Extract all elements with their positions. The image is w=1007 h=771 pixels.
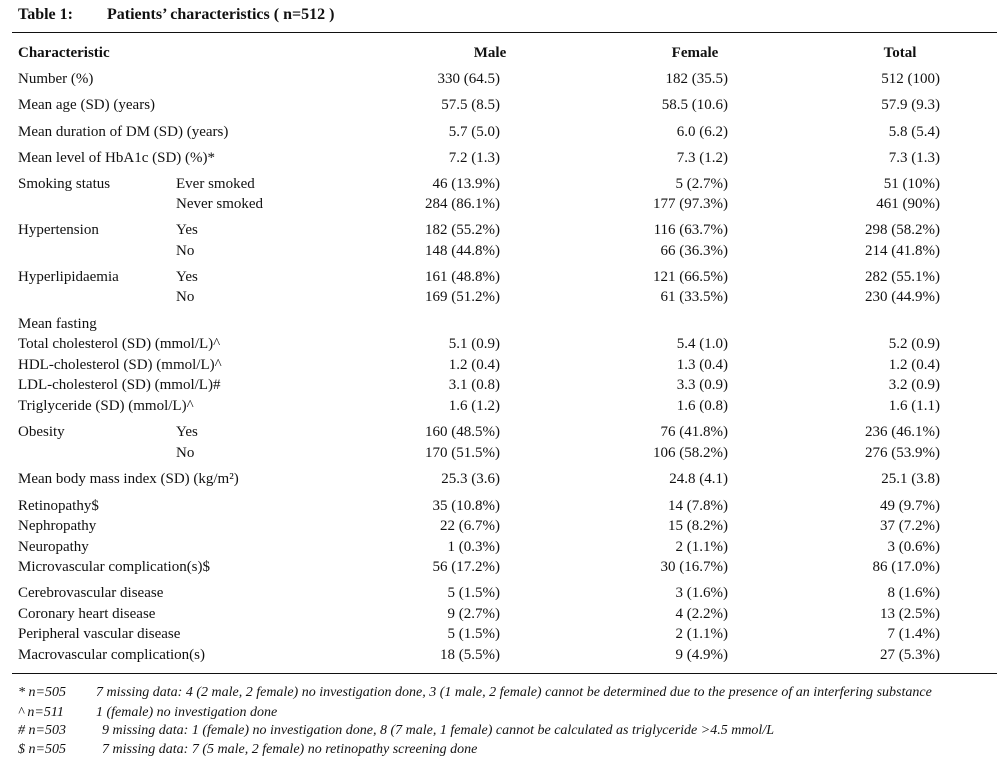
table-row	[0, 469, 1007, 489]
row-sublabel: Yes	[176, 424, 198, 440]
header-total: Total	[883, 45, 917, 61]
table-number: Table 1:	[18, 6, 73, 23]
table-row	[0, 220, 1007, 240]
table-row	[0, 516, 1007, 536]
female-value: 14 (7.8%)	[668, 498, 728, 514]
footnote-key: # n=503	[18, 723, 66, 738]
row-label: Smoking status	[18, 176, 111, 192]
table-row	[0, 287, 1007, 307]
header-male: Male	[473, 45, 507, 61]
table-row	[0, 604, 1007, 624]
female-value: 106 (58.2%)	[653, 445, 728, 461]
header-female: Female	[671, 45, 719, 61]
row-label: Mean age (SD) (years)	[18, 97, 156, 113]
total-value: 57.9 (9.3)	[881, 97, 940, 113]
header-row	[0, 43, 1007, 63]
female-value: 3 (1.6%)	[675, 585, 728, 601]
row-label: Mean level of HbA1c (SD) (%)*	[18, 150, 216, 166]
male-value: 169 (51.2%)	[425, 289, 500, 305]
male-value: 330 (64.5)	[437, 71, 500, 87]
table-row	[0, 557, 1007, 577]
male-value: 5.7 (5.0)	[448, 124, 500, 140]
male-value: 25.3 (3.6)	[441, 471, 500, 487]
total-value: 5.2 (0.9)	[888, 336, 940, 352]
total-value: 214 (41.8%)	[865, 243, 940, 259]
table-row	[0, 314, 1007, 334]
total-value: 1.6 (1.1)	[888, 398, 940, 414]
male-value: 5 (1.5%)	[447, 585, 500, 601]
table-row	[0, 267, 1007, 287]
female-value: 5.4 (1.0)	[676, 336, 728, 352]
total-value: 27 (5.3%)	[880, 647, 940, 663]
table-row	[0, 148, 1007, 168]
row-sublabel: Never smoked	[176, 196, 264, 212]
row-label: Hypertension	[18, 222, 99, 238]
female-value: 61 (33.5%)	[660, 289, 728, 305]
total-value: 1.2 (0.4)	[888, 357, 940, 373]
male-value: 1 (0.3%)	[447, 539, 500, 555]
female-value: 5 (2.7%)	[675, 176, 728, 192]
female-value: 24.8 (4.1)	[669, 471, 728, 487]
total-value: 298 (58.2%)	[865, 222, 940, 238]
female-value: 4 (2.2%)	[675, 606, 728, 622]
male-value: 18 (5.5%)	[440, 647, 500, 663]
row-sublabel: Ever smoked	[176, 176, 255, 192]
row-label: Mean body mass index (SD) (kg/m²)	[18, 471, 239, 487]
male-value: 182 (55.2%)	[425, 222, 500, 238]
table-row	[0, 537, 1007, 557]
total-value: 49 (9.7%)	[880, 498, 940, 514]
header-characteristic: Characteristic	[18, 45, 110, 61]
bottom-rule	[12, 673, 997, 674]
total-value: 86 (17.0%)	[872, 559, 940, 575]
table-row	[0, 496, 1007, 516]
row-label: Macrovascular complication(s)	[18, 647, 206, 663]
male-value: 35 (10.8%)	[432, 498, 500, 514]
table-row	[0, 334, 1007, 354]
row-label: Mean duration of DM (SD) (years)	[18, 124, 229, 140]
row-sublabel: No	[176, 445, 195, 461]
total-value: 51 (10%)	[883, 176, 940, 192]
male-value: 5 (1.5%)	[447, 626, 500, 642]
female-value: 66 (36.3%)	[660, 243, 728, 259]
male-value: 1.2 (0.4)	[448, 357, 500, 373]
table-row	[0, 443, 1007, 463]
female-value: 121 (66.5%)	[653, 269, 728, 285]
row-label: HDL-cholesterol (SD) (mmol/L)^	[18, 357, 222, 373]
total-value: 461 (90%)	[876, 196, 940, 212]
table-row	[0, 194, 1007, 214]
row-sublabel: No	[176, 289, 195, 305]
table-row	[0, 624, 1007, 644]
footnote	[0, 704, 1007, 722]
male-value: 46 (13.9%)	[432, 176, 500, 192]
footnote-text: 7 missing data: 7 (5 male, 2 female) no retinopathy screening done	[102, 742, 478, 757]
male-value: 148 (44.8%)	[425, 243, 500, 259]
total-value: 25.1 (3.8)	[881, 471, 940, 487]
table-row	[0, 241, 1007, 261]
male-value: 22 (6.7%)	[440, 518, 500, 534]
female-value: 58.5 (10.6)	[661, 97, 728, 113]
male-value: 5.1 (0.9)	[448, 336, 500, 352]
row-label: Total cholesterol (SD) (mmol/L)^	[18, 336, 221, 352]
row-label: Obesity	[18, 424, 65, 440]
row-label: Microvascular complication(s)$	[18, 559, 211, 575]
footnote-text: 1 (female) no investigation done	[96, 705, 278, 720]
female-value: 116 (63.7%)	[653, 222, 728, 238]
footnote-text: 7 missing data: 4 (2 male, 2 female) no investigation done, 3 (1 male, 2 female) cannot be determined due to the presence of an interfering substance	[96, 685, 932, 700]
row-label: Hyperlipidaemia	[18, 269, 119, 285]
row-label: Coronary heart disease	[18, 606, 156, 622]
total-value: 7.3 (1.3)	[888, 150, 940, 166]
female-value: 177 (97.3%)	[653, 196, 728, 212]
male-value: 3.1 (0.8)	[448, 377, 500, 393]
table-row	[0, 375, 1007, 395]
total-value: 512 (100)	[881, 71, 940, 87]
total-value: 7 (1.4%)	[887, 626, 940, 642]
row-label: Retinopathy$	[18, 498, 99, 514]
total-value: 276 (53.9%)	[865, 445, 940, 461]
total-value: 8 (1.6%)	[887, 585, 940, 601]
table-title	[18, 6, 334, 24]
female-value: 2 (1.1%)	[675, 626, 728, 642]
female-value: 6.0 (6.2)	[676, 124, 728, 140]
female-value: 76 (41.8%)	[660, 424, 728, 440]
male-value: 1.6 (1.2)	[448, 398, 500, 414]
row-label: Nephropathy	[18, 518, 97, 534]
female-value: 1.3 (0.4)	[676, 357, 728, 373]
table-row	[0, 69, 1007, 89]
male-value: 284 (86.1%)	[425, 196, 500, 212]
row-sublabel: No	[176, 243, 195, 259]
footnote	[0, 684, 1007, 702]
row-sublabel: Yes	[176, 222, 198, 238]
row-label: Mean fasting	[18, 316, 97, 332]
total-value: 3.2 (0.9)	[888, 377, 940, 393]
female-value: 2 (1.1%)	[675, 539, 728, 555]
male-value: 161 (48.8%)	[425, 269, 500, 285]
total-value: 236 (46.1%)	[865, 424, 940, 440]
total-value: 282 (55.1%)	[865, 269, 940, 285]
row-label: Cerebrovascular disease	[18, 585, 164, 601]
footnote-key: $ n=505	[18, 742, 66, 757]
female-value: 7.3 (1.2)	[676, 150, 728, 166]
total-value: 3 (0.6%)	[887, 539, 940, 555]
female-value: 30 (16.7%)	[660, 559, 728, 575]
total-value: 37 (7.2%)	[880, 518, 940, 534]
footnote	[0, 722, 1007, 740]
male-value: 160 (48.5%)	[425, 424, 500, 440]
female-value: 15 (8.2%)	[668, 518, 728, 534]
table-row	[0, 645, 1007, 665]
row-label: LDL-cholesterol (SD) (mmol/L)#	[18, 377, 221, 393]
table-row	[0, 174, 1007, 194]
table-row	[0, 95, 1007, 115]
row-label: Number (%)	[18, 71, 94, 87]
footnote-key: * n=505	[18, 685, 66, 700]
table-row	[0, 355, 1007, 375]
female-value: 3.3 (0.9)	[676, 377, 728, 393]
total-value: 5.8 (5.4)	[888, 124, 940, 140]
table-row	[0, 396, 1007, 416]
row-label: Neuropathy	[18, 539, 89, 555]
table-caption: Patients’ characteristics ( n=512 )	[106, 6, 335, 23]
female-value: 182 (35.5)	[665, 71, 728, 87]
table-row	[0, 583, 1007, 603]
row-sublabel: Yes	[176, 269, 198, 285]
footnote	[0, 741, 1007, 759]
footnote-key: ^ n=511	[18, 705, 64, 720]
footnote-text: 9 missing data: 1 (female) no investigation done, 8 (7 male, 1 female) cannot be calculated as triglyceride >4.5 mmol/L	[102, 723, 774, 738]
total-value: 13 (2.5%)	[880, 606, 940, 622]
male-value: 9 (2.7%)	[447, 606, 500, 622]
row-label: Peripheral vascular disease	[18, 626, 181, 642]
table-row	[0, 122, 1007, 142]
male-value: 56 (17.2%)	[432, 559, 500, 575]
top-rule	[12, 32, 997, 33]
female-value: 1.6 (0.8)	[676, 398, 728, 414]
table-row	[0, 422, 1007, 442]
male-value: 170 (51.5%)	[425, 445, 500, 461]
male-value: 57.5 (8.5)	[441, 97, 500, 113]
female-value: 9 (4.9%)	[675, 647, 728, 663]
male-value: 7.2 (1.3)	[448, 150, 500, 166]
row-label: Triglyceride (SD) (mmol/L)^	[18, 398, 194, 414]
total-value: 230 (44.9%)	[865, 289, 940, 305]
